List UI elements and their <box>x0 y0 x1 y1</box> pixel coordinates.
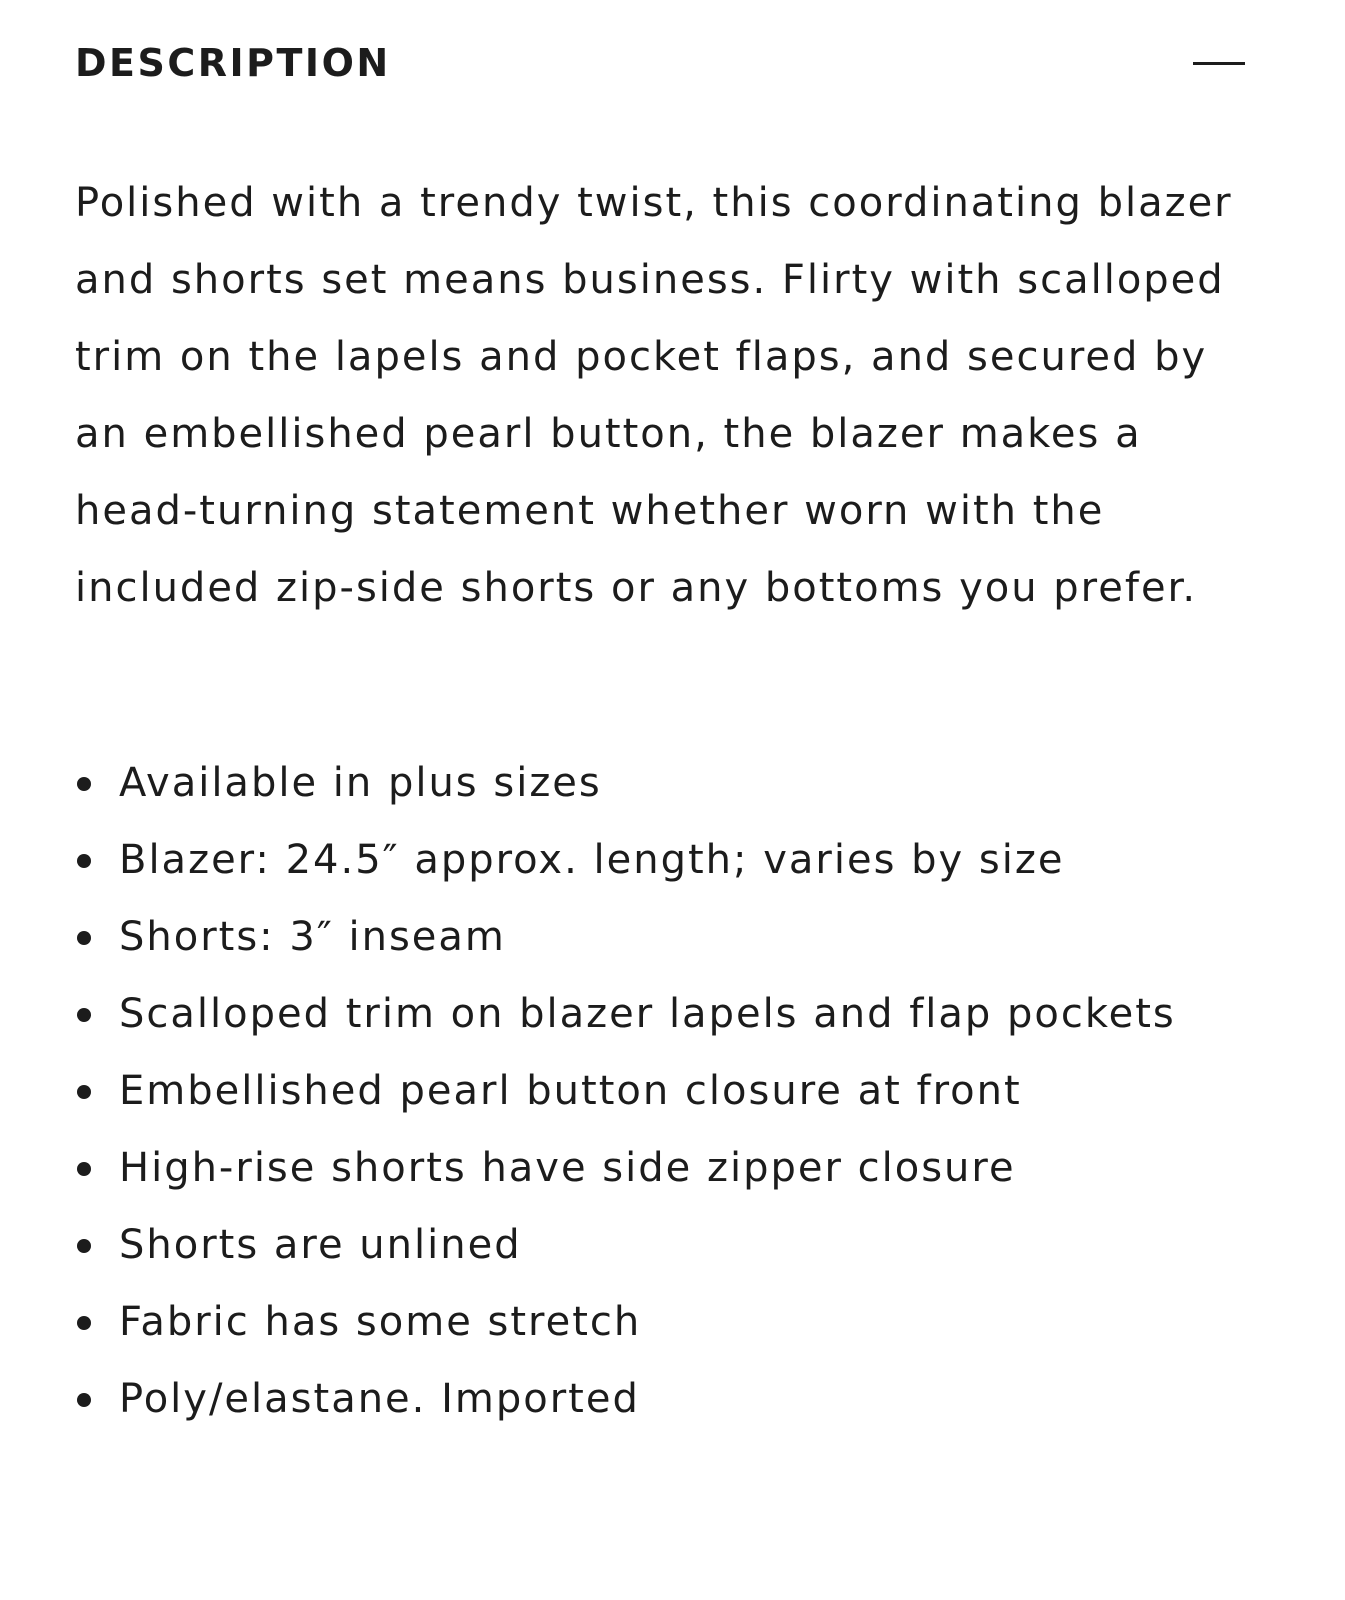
list-item: Fabric has some stretch <box>75 1284 1275 1361</box>
description-text: Polished with a trendy twist, this coordinating blazer and shorts set means business. Flirty with scalloped trim on the lapels and pocket flaps, and secured by an embellished pearl button, the blazer makes a head-turning statement whether worn with the included zip-side shorts or any bottoms you prefer. <box>75 180 1233 611</box>
list-item: Poly/elastane. Imported <box>75 1361 1275 1438</box>
description-accordion-header[interactable] <box>75 28 1270 98</box>
minus-icon <box>1193 62 1245 65</box>
list-item: High-rise shorts have side zipper closure <box>75 1130 1275 1207</box>
section-title: DESCRIPTION <box>75 41 391 85</box>
list-item: Shorts are unlined <box>75 1207 1275 1284</box>
list-item: Embellished pearl button closure at front <box>75 1053 1275 1130</box>
list-item: Shorts: 3″ inseam <box>75 899 1275 976</box>
list-item: Blazer: 24.5″ approx. length; varies by size <box>75 822 1275 899</box>
collapse-button[interactable] <box>1189 43 1245 83</box>
list-item: Scalloped trim on blazer lapels and flap pockets <box>75 976 1275 1053</box>
list-item: Available in plus sizes <box>75 745 1275 822</box>
feature-list <box>75 745 1275 1438</box>
